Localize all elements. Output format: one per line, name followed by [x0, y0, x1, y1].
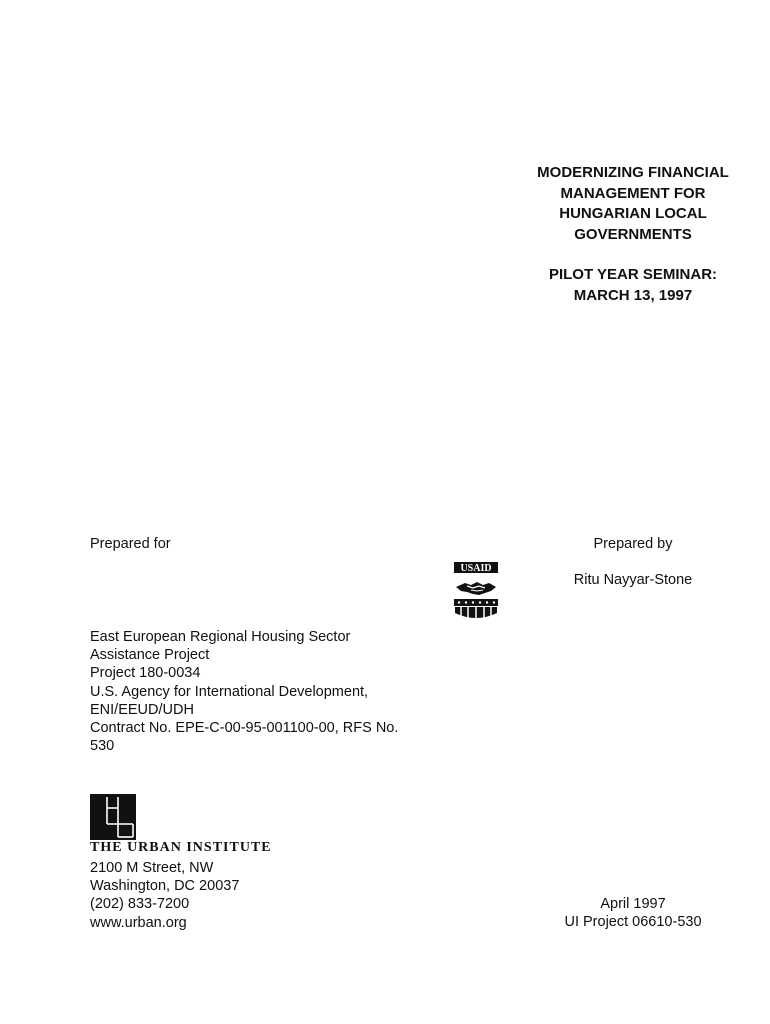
recipient-line-6: Contract No. EPE-C-00-95-001100-00, RFS No.	[90, 720, 399, 737]
prepared-for-label: Prepared for	[90, 536, 171, 552]
recipient-block	[90, 628, 430, 755]
title-line-4: GOVERNMENTS	[574, 225, 692, 243]
address-line-3: (202) 833-7200	[90, 896, 190, 913]
institute-address	[90, 859, 239, 932]
urban-institute-name: THE URBAN INSTITUTE	[90, 840, 272, 855]
title-line-3: HUNGARIAN LOCAL	[559, 205, 707, 222]
address-line-2: Washington, DC 20037	[90, 878, 240, 895]
recipient-line-2: Assistance Project	[90, 647, 210, 664]
document-subtitle	[500, 265, 766, 306]
title-line-2: MANAGEMENT FOR	[560, 184, 706, 202]
usaid-logo-text: USAID	[460, 563, 492, 574]
recipient-line-7: 530	[90, 738, 115, 755]
title-line-1: MODERNIZING FINANCIAL	[537, 164, 729, 181]
urban-institute-logo-icon	[90, 794, 136, 840]
project-number: UI Project 06610-530	[564, 914, 702, 931]
date-block	[540, 895, 726, 931]
recipient-line-4: U.S. Agency for International Development,	[90, 683, 369, 700]
recipient-line-3: Project 180-0034	[90, 665, 201, 682]
recipient-line-5: ENI/EEUD/UDH	[90, 701, 194, 718]
document-title	[500, 163, 766, 306]
subtitle-line-1: PILOT YEAR SEMINAR:	[548, 266, 718, 283]
address-line-1: 2100 M Street, NW	[90, 860, 214, 876]
usaid-handshake-logo-icon	[453, 561, 499, 621]
subtitle-line-2: MARCH 13, 1997	[573, 286, 693, 304]
prepared-by-label: Prepared by	[593, 536, 673, 552]
report-date: April 1997	[600, 896, 666, 912]
address-line-4: www.urban.org	[90, 914, 187, 931]
recipient-line-1: East European Regional Housing Sector	[90, 629, 351, 645]
author-name: Ritu Nayyar-Stone	[573, 572, 693, 588]
